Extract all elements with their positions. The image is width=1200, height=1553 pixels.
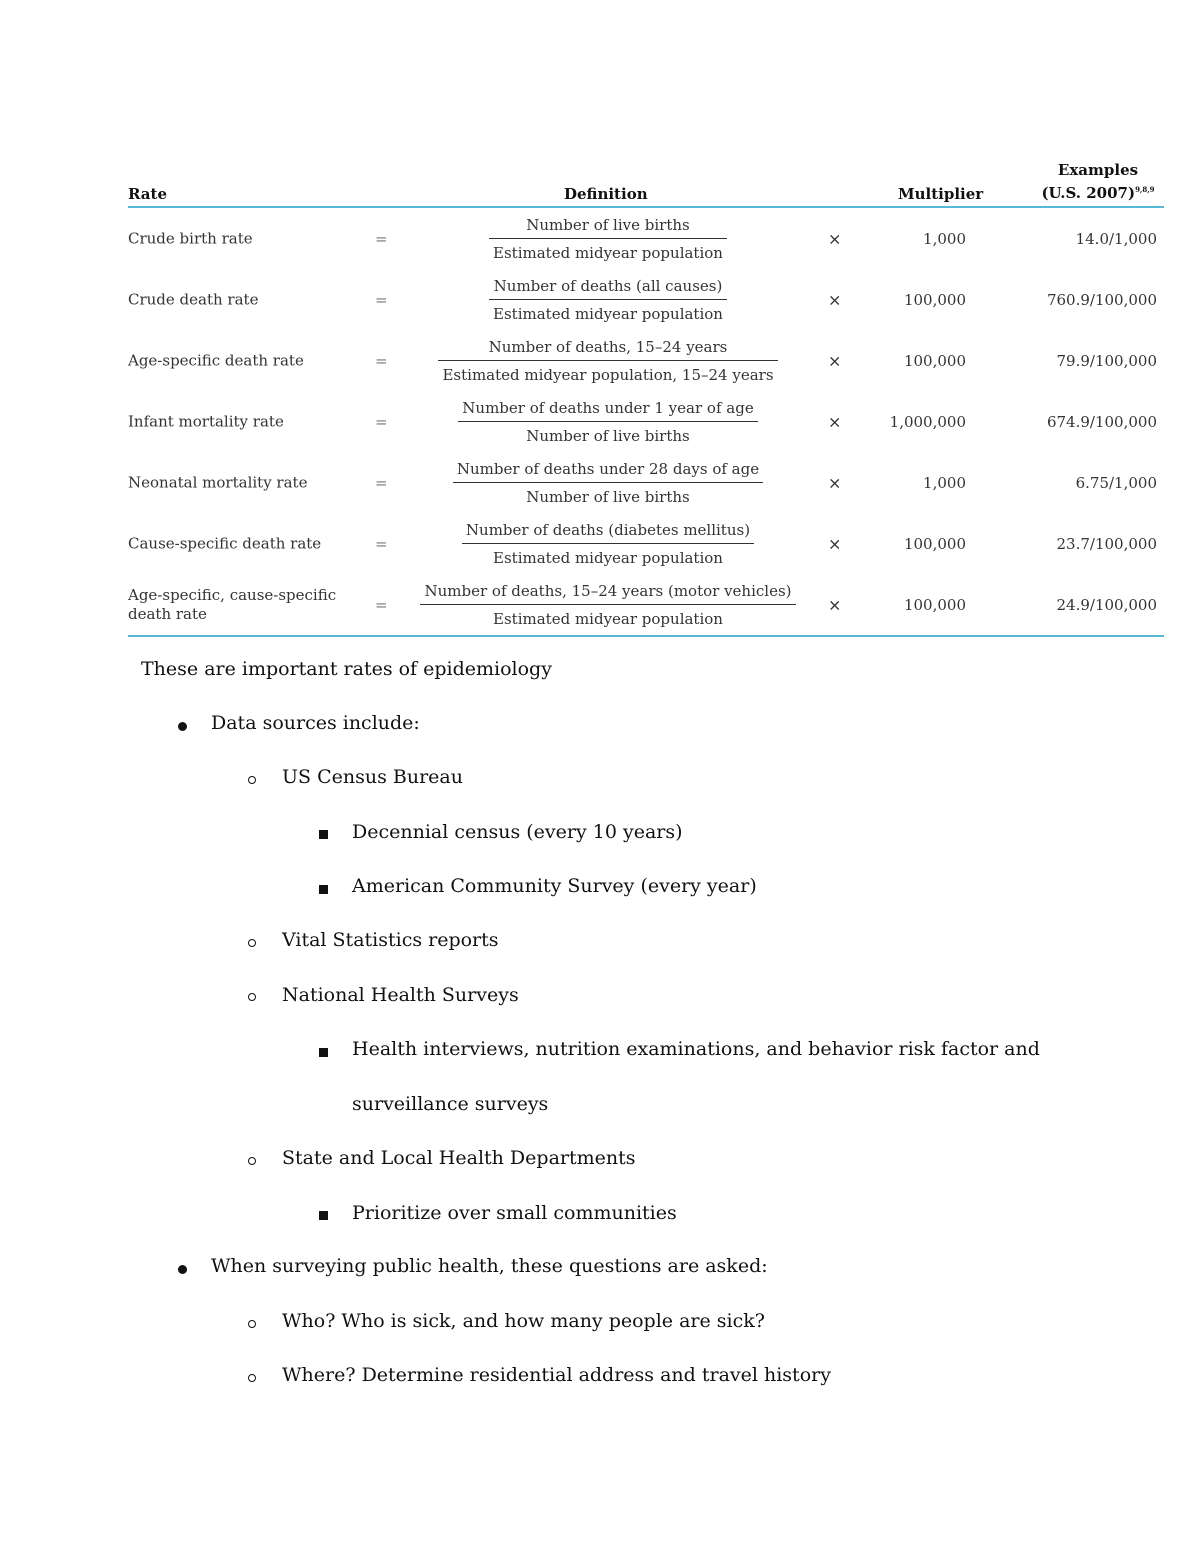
definition-fraction bbox=[418, 214, 798, 264]
rate-name: Neonatal mortality rate bbox=[128, 473, 308, 491]
who-question: Who? Who is sick, and how many people are sick? bbox=[282, 1310, 765, 1332]
times-sign: × bbox=[828, 595, 842, 614]
bullet-circle-icon bbox=[248, 993, 256, 1001]
equals-sign: = bbox=[375, 534, 388, 553]
health-surveys-detail-line1: Health interviews, nutrition examinations, and behavior risk factor and bbox=[352, 1038, 1040, 1060]
example-value: 14.0/1,000 bbox=[1075, 229, 1157, 248]
bullet-disc-icon bbox=[178, 722, 187, 731]
definition-fraction bbox=[418, 397, 798, 447]
header-examples-line2: (U.S. 2007) bbox=[1041, 184, 1136, 202]
example-value: 674.9/100,000 bbox=[1046, 412, 1157, 431]
numerator: Number of deaths, 15–24 years bbox=[438, 336, 777, 361]
example-value: 24.9/100,000 bbox=[1056, 595, 1157, 614]
decennial-census-item: Decennial census (every 10 years) bbox=[352, 821, 683, 843]
bullet-circle-icon bbox=[248, 776, 256, 784]
equals-sign: = bbox=[375, 290, 388, 309]
definition-fraction bbox=[418, 580, 798, 630]
denominator: Estimated midyear population, 15–24 years bbox=[442, 365, 774, 384]
table-row bbox=[128, 208, 1164, 269]
equals-sign: = bbox=[375, 229, 388, 248]
times-sign: × bbox=[828, 229, 842, 248]
times-sign: × bbox=[828, 473, 842, 492]
equals-sign: = bbox=[375, 595, 388, 614]
prioritize-item: Prioritize over small communities bbox=[352, 1202, 677, 1224]
definition-fraction bbox=[418, 519, 798, 569]
numerator: Number of deaths (all causes) bbox=[489, 275, 727, 300]
bullet-circle-icon bbox=[248, 1320, 256, 1328]
example-value: 23.7/100,000 bbox=[1056, 534, 1157, 553]
bullet-circle-icon bbox=[248, 1157, 256, 1165]
denominator: Estimated midyear population bbox=[493, 243, 723, 262]
table-row bbox=[128, 391, 1164, 452]
bullet-circle-icon bbox=[248, 939, 256, 947]
health-surveys-detail-line2: surveillance surveys bbox=[352, 1093, 549, 1115]
denominator: Estimated midyear population bbox=[493, 304, 723, 323]
multiplier-value: 100,000 bbox=[903, 351, 966, 370]
community-survey-item: American Community Survey (every year) bbox=[352, 875, 757, 897]
denominator: Number of live births bbox=[526, 426, 690, 445]
bullet-square-icon bbox=[319, 885, 328, 894]
header-examples-ref: 9,8,9 bbox=[1135, 185, 1155, 194]
numerator: Number of deaths under 1 year of age bbox=[458, 397, 757, 422]
rate-name: Crude birth rate bbox=[128, 229, 253, 247]
header-examples bbox=[1038, 161, 1158, 203]
bullet-square-icon bbox=[319, 1048, 328, 1057]
bullet-square-icon bbox=[319, 1211, 328, 1220]
times-sign: × bbox=[828, 534, 842, 553]
times-sign: × bbox=[828, 412, 842, 431]
questions-label: When surveying public health, these questions are asked: bbox=[211, 1255, 768, 1277]
example-value: 79.9/100,000 bbox=[1056, 351, 1157, 370]
data-sources-label: Data sources include: bbox=[211, 712, 420, 734]
intro-text: These are important rates of epidemiology bbox=[141, 658, 552, 680]
table-row bbox=[128, 513, 1164, 574]
equals-sign: = bbox=[375, 412, 388, 431]
definition-fraction bbox=[418, 336, 798, 386]
numerator: Number of deaths, 15–24 years (motor vehicles) bbox=[420, 580, 795, 605]
table-row bbox=[128, 330, 1164, 391]
multiplier-value: 1,000,000 bbox=[889, 412, 966, 431]
numerator: Number of live births bbox=[489, 214, 727, 239]
equals-sign: = bbox=[375, 351, 388, 370]
numerator: Number of deaths under 28 days of age bbox=[453, 458, 763, 483]
times-sign: × bbox=[828, 290, 842, 309]
table-row bbox=[128, 269, 1164, 330]
rate-name: Crude death rate bbox=[128, 290, 259, 308]
header-examples-line1: Examples bbox=[1057, 161, 1139, 179]
definition-fraction bbox=[418, 275, 798, 325]
denominator: Number of live births bbox=[526, 487, 690, 506]
denominator: Estimated midyear population bbox=[493, 609, 723, 628]
table-bottom-rule bbox=[128, 635, 1164, 637]
times-sign: × bbox=[828, 351, 842, 370]
state-local-item: State and Local Health Departments bbox=[282, 1147, 636, 1169]
numerator: Number of deaths (diabetes mellitus) bbox=[462, 519, 754, 544]
definition-fraction bbox=[418, 458, 798, 508]
multiplier-value: 100,000 bbox=[903, 534, 966, 553]
table-header bbox=[128, 160, 1164, 208]
rate-name: Age-specific, cause-specific death rate bbox=[128, 585, 337, 623]
vital-statistics-item: Vital Statistics reports bbox=[282, 929, 499, 951]
multiplier-value: 100,000 bbox=[903, 595, 966, 614]
table-row bbox=[128, 574, 1164, 635]
denominator: Estimated midyear population bbox=[493, 548, 723, 567]
multiplier-value: 1,000 bbox=[923, 473, 966, 492]
header-multiplier: Multiplier bbox=[898, 185, 984, 203]
where-question: Where? Determine residential address and travel history bbox=[282, 1364, 831, 1386]
rate-name: Infant mortality rate bbox=[128, 412, 284, 430]
multiplier-value: 1,000 bbox=[923, 229, 966, 248]
bullet-disc-icon bbox=[178, 1265, 187, 1274]
health-surveys-item: National Health Surveys bbox=[282, 984, 519, 1006]
header-rate: Rate bbox=[128, 185, 168, 203]
rate-name: Age-specific death rate bbox=[128, 351, 304, 369]
multiplier-value: 100,000 bbox=[903, 290, 966, 309]
rate-name: Cause-specific death rate bbox=[128, 534, 322, 552]
census-bureau-item: US Census Bureau bbox=[282, 766, 463, 788]
epidemiology-rates-table bbox=[128, 160, 1164, 637]
header-definition: Definition bbox=[564, 185, 648, 203]
example-value: 760.9/100,000 bbox=[1046, 290, 1157, 309]
table-row bbox=[128, 452, 1164, 513]
equals-sign: = bbox=[375, 473, 388, 492]
example-value: 6.75/1,000 bbox=[1075, 473, 1157, 492]
bullet-circle-icon bbox=[248, 1374, 256, 1382]
bullet-square-icon bbox=[319, 830, 328, 839]
